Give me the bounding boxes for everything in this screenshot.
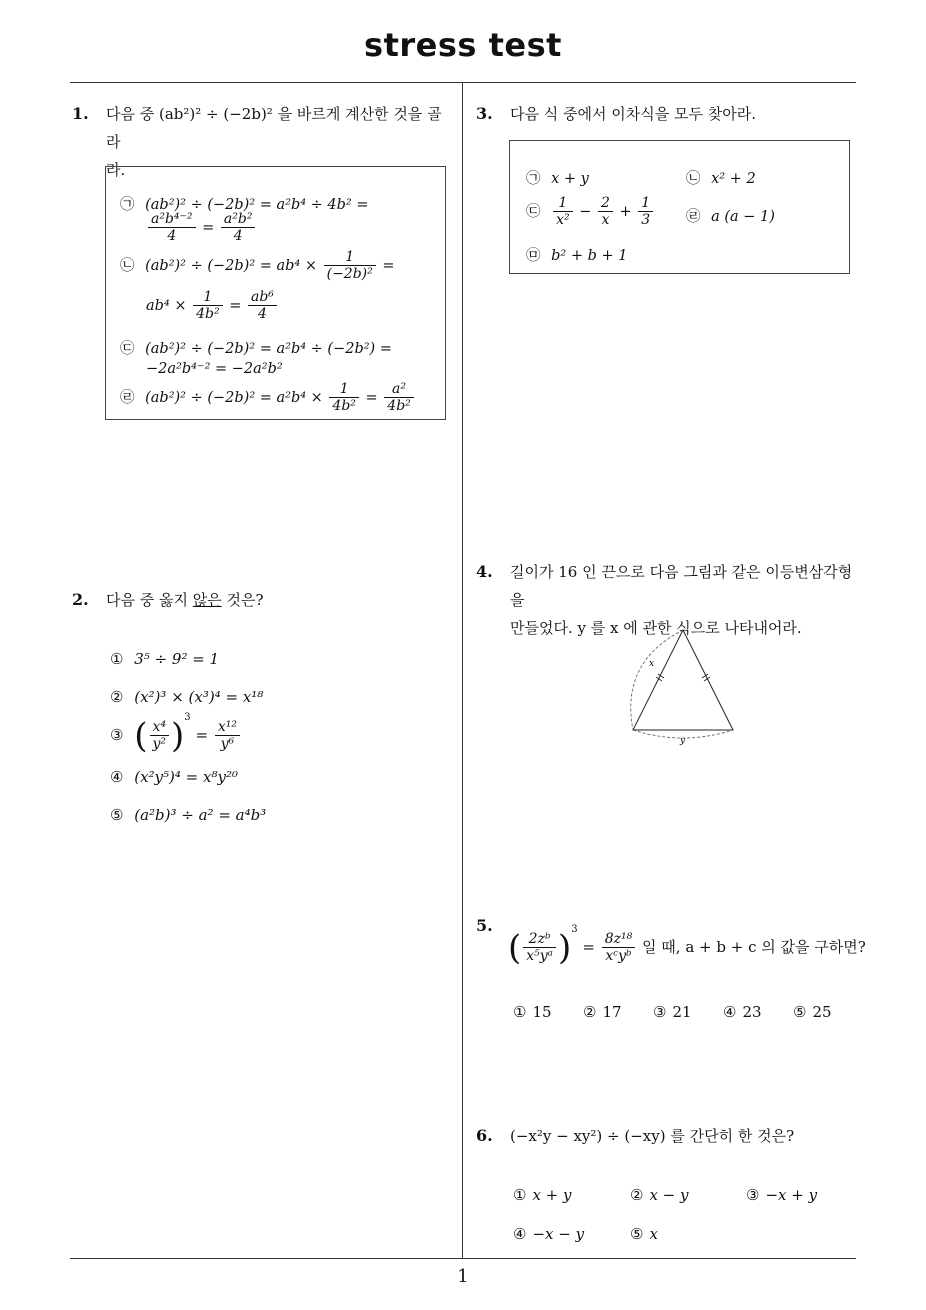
equals: = xyxy=(382,258,395,274)
exponent: 3 xyxy=(571,924,578,935)
fraction: $\frac{\text{2zᵇ}}{\text{x⁵yᵃ}}$ xyxy=(523,931,556,965)
question-text: 다음 식 중에서 이차식을 모두 찾아라. xyxy=(510,105,756,123)
question-text: (−x²y − xy²) ÷ (−xy) 를 간단히 한 것은? xyxy=(510,1127,795,1145)
choice-item-a xyxy=(526,167,589,188)
fraction: $\frac{1}{\text{4b²}}$ xyxy=(193,289,222,323)
choice-item-b xyxy=(120,249,395,283)
question-number: 1. xyxy=(72,104,89,123)
choice-item-d xyxy=(120,381,416,415)
choice-expression: x + y xyxy=(551,171,589,187)
option-4[interactable] xyxy=(110,768,238,786)
fraction: $\frac{1}{3}$ xyxy=(638,195,653,229)
choice-item-c-cont xyxy=(146,361,283,377)
option-marker: ⑤ xyxy=(110,806,124,824)
choice-marker: ㉡ xyxy=(120,258,135,274)
fraction: $\frac{\text{a²b⁴⁻²}}{4}$ xyxy=(148,211,196,245)
right-paren: ) xyxy=(171,716,185,756)
option-3[interactable]: ③ −x + y xyxy=(746,1186,818,1204)
fraction: $\frac{1}{\text{(−2b)²}}$ xyxy=(324,249,376,283)
option-expression: (x²)³ × (x³)⁴ = x¹⁸ xyxy=(134,688,264,706)
choice-expression: (ab²)² ÷ (−2b)² = a²b⁴ ÷ 4b² = xyxy=(145,197,369,213)
equals: = xyxy=(582,938,595,956)
option-2[interactable]: ② 17 xyxy=(583,1003,622,1021)
choice-expression: b² + b + 1 xyxy=(551,248,628,264)
option-marker: ③ xyxy=(110,726,124,744)
fraction: $\frac{1}{\text{4b²}}$ xyxy=(329,381,358,415)
operator: + xyxy=(619,204,632,220)
choice-expression: a (a − 1) xyxy=(711,209,775,225)
choice-item-e xyxy=(526,244,627,265)
question-text xyxy=(508,916,866,968)
equals: = xyxy=(195,726,209,744)
question-number: 2. xyxy=(72,590,89,609)
choice-item-d xyxy=(686,205,775,226)
question-text-part: 것은? xyxy=(226,591,264,609)
choice-marker: ㉢ xyxy=(526,204,541,220)
choice-item-b xyxy=(686,167,756,188)
question-text-line: 라. xyxy=(106,161,126,179)
choice-box xyxy=(509,140,850,274)
label-x: x xyxy=(649,659,655,669)
choice-item-c xyxy=(120,337,392,358)
fraction: $\frac{\text{x⁴}}{\text{y²}}$ xyxy=(150,719,170,753)
question-number: 4. xyxy=(476,562,493,581)
choice-expression: x² + 2 xyxy=(711,171,756,187)
fraction: $\frac{\text{8z¹⁸}}{\text{xᶜyᵇ}}$ xyxy=(602,931,636,965)
option-expression: 3⁵ ÷ 9² = 1 xyxy=(134,650,220,668)
choice-box xyxy=(105,166,446,420)
choice-expression: ab⁴ × xyxy=(146,298,187,314)
question-text-line: 길이가 16 인 끈으로 다음 그림과 같은 이등변삼각형을 xyxy=(510,563,853,609)
choice-item-b-cont xyxy=(146,289,279,323)
left-paren: ( xyxy=(134,716,148,756)
choice-marker: ㉤ xyxy=(526,248,541,264)
choice-marker: ㉠ xyxy=(526,171,541,187)
choice-item-c xyxy=(526,195,655,229)
choice-item-a-cont xyxy=(146,211,257,245)
option-expression: (a²b)³ ÷ a² = a⁴b³ xyxy=(134,806,267,824)
choice-expression: (ab²)² ÷ (−2b)² = a²b⁴ × xyxy=(145,390,323,406)
option-1[interactable]: ① x + y xyxy=(513,1186,572,1204)
exponent: 3 xyxy=(184,712,191,723)
question-text-line: 만들었다. y 를 x 에 관한 식으로 나타내어라. xyxy=(510,619,802,637)
fraction: $\frac{1}{\text{x²}}$ xyxy=(553,195,573,229)
column-divider xyxy=(462,83,463,1258)
question-number: 6. xyxy=(476,1126,493,1145)
choice-marker: ㉠ xyxy=(120,197,135,213)
equals: = xyxy=(365,390,378,406)
question-text-part: 일 때, a + b + c 의 값을 구하면? xyxy=(642,938,866,956)
option-2[interactable] xyxy=(110,688,263,706)
option-2[interactable]: ② x − y xyxy=(630,1186,689,1204)
fraction: $\frac{2}{x}$ xyxy=(598,195,613,229)
fraction: $\frac{\text{ab⁶}}{4}$ xyxy=(248,289,277,323)
question-text xyxy=(106,586,264,614)
equals: = xyxy=(229,298,242,314)
option-1[interactable] xyxy=(110,650,219,668)
top-rule xyxy=(70,82,856,83)
page-title: stress test xyxy=(364,26,562,64)
page-number: 1 xyxy=(457,1266,469,1287)
choice-marker: ㉣ xyxy=(120,390,135,406)
choice-marker: ㉣ xyxy=(686,209,701,225)
option-marker: ② xyxy=(110,688,124,706)
choice-expression: −2a²b⁴⁻² = −2a²b² xyxy=(146,361,283,377)
option-4[interactable]: ④ −x − y xyxy=(513,1225,585,1243)
option-5[interactable]: ⑤ x xyxy=(630,1225,658,1243)
choice-marker: ㉢ xyxy=(120,341,135,357)
option-5[interactable] xyxy=(110,806,266,824)
option-5[interactable]: ⑤ 25 xyxy=(793,1003,832,1021)
choice-expression: (ab²)² ÷ (−2b)² = a²b⁴ ÷ (−2b²) = xyxy=(145,341,392,357)
left-paren: ( xyxy=(508,928,522,968)
option-1[interactable]: ① 15 xyxy=(513,1003,552,1021)
option-marker: ④ xyxy=(110,768,124,786)
right-paren: ) xyxy=(557,928,572,968)
question-number: 3. xyxy=(476,104,493,123)
label-y: y xyxy=(680,736,686,746)
operator: − xyxy=(579,204,592,220)
choice-marker: ㉡ xyxy=(686,171,701,187)
option-marker: ① xyxy=(110,650,124,668)
triangle xyxy=(633,630,733,730)
option-expression: (x²y⁵)⁴ = x⁸y²⁰ xyxy=(134,768,238,786)
question-text-line: 다음 중 (ab²)² ÷ (−2b)² 을 바르게 계산한 것을 골라 xyxy=(106,105,442,151)
question-text-part: 다음 중 옳지 xyxy=(106,591,188,609)
question-text-underlined: 않은 xyxy=(192,591,222,609)
fraction: $\frac{\text{x¹²}}{\text{y⁶}}$ xyxy=(215,719,240,753)
fraction: $\frac{\text{a²}}{\text{4b²}}$ xyxy=(384,381,413,415)
question-number: 5. xyxy=(476,916,493,935)
option-3[interactable]: ③ 21 xyxy=(653,1003,692,1021)
isosceles-triangle-figure xyxy=(620,622,750,746)
equals: = xyxy=(202,220,215,236)
choice-expression: (ab²)² ÷ (−2b)² = ab⁴ × xyxy=(145,258,317,274)
fraction: $\frac{\text{a²b²}}{4}$ xyxy=(221,211,256,245)
option-3[interactable] xyxy=(110,712,242,756)
bottom-rule xyxy=(70,1258,856,1259)
option-4[interactable]: ④ 23 xyxy=(723,1003,762,1021)
